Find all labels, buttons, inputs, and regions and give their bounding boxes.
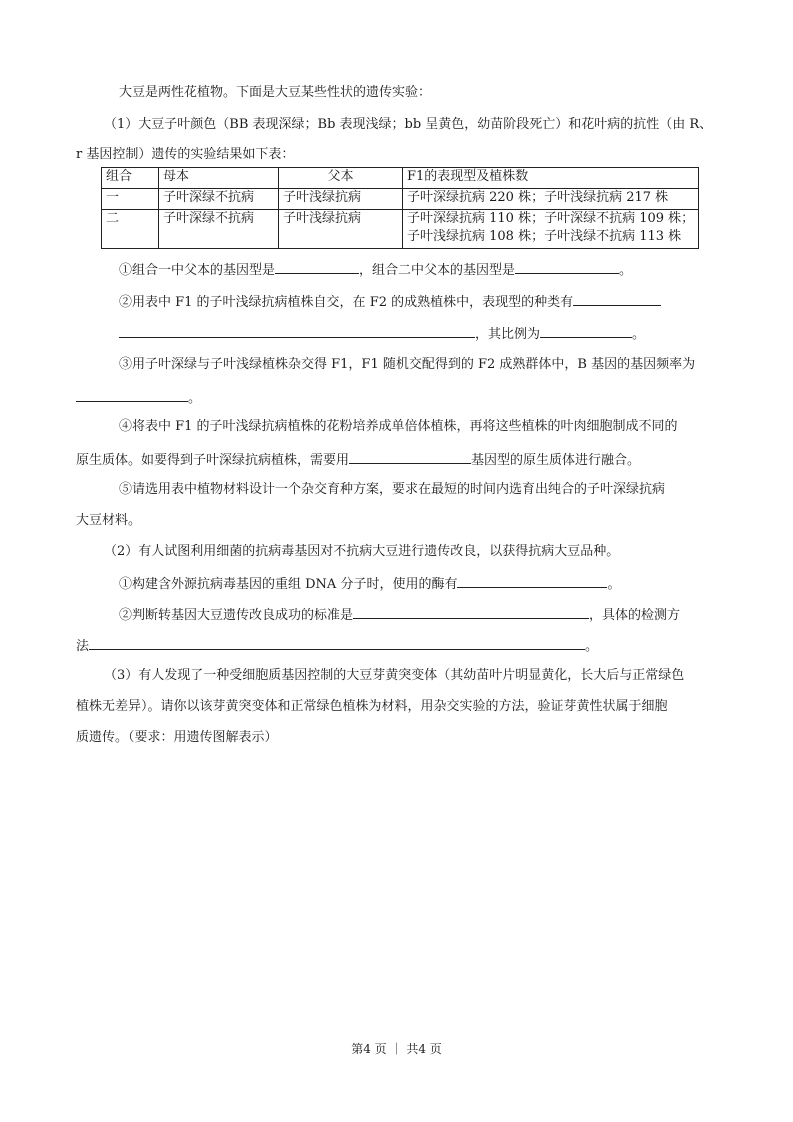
part1-line1: （1）大豆子叶颜色（BB 表现深绿；Bb 表现浅绿；bb 呈黄色，幼苗阶段死亡）和花叶病的抗性（由 R、 — [104, 117, 713, 132]
answer-blank[interactable] — [540, 324, 632, 338]
question1-5-line2: 大豆材料。 — [76, 513, 142, 528]
table-row2-mother: 子叶深绿不抗病 — [159, 210, 279, 249]
genetics-table — [101, 167, 699, 249]
table-row1-f1: 子叶深绿抗病 220 株；子叶浅绿抗病 217 株 — [403, 189, 699, 210]
intro-text: 大豆是两性花植物。下面是大豆某些性状的遗传实验： — [119, 85, 432, 100]
answer-blank[interactable] — [119, 324, 475, 338]
part3-line2: 植株无差异）。请你以该芽黄突变体和正常绿色植株为材料，用杂交实验的方法，验证芽黄性状属于细胞 — [76, 699, 668, 714]
table-row2-father: 子叶浅绿抗病 — [279, 210, 403, 249]
part3-line3: 质遗传。（要求：用遗传图解表示） — [76, 730, 278, 745]
answer-blank[interactable] — [275, 260, 359, 274]
question1-1: ①组合一中父本的基因型是 ，组合二中父本的基因型是 。 — [119, 260, 632, 280]
answer-blank[interactable] — [76, 388, 188, 402]
table-header-mother: 母本 — [159, 168, 279, 189]
table-row1-mother: 子叶深绿不抗病 — [159, 189, 279, 210]
answer-blank[interactable] — [515, 260, 619, 274]
page-footer: 第4 页 ｜ 共4 页 — [351, 1042, 442, 1056]
question1-2-line2: ，其比例为 。 — [119, 324, 645, 344]
table-header-father: 父本 — [279, 168, 403, 189]
question2-2-line2: 法 。 — [76, 636, 598, 656]
answer-blank[interactable] — [573, 292, 661, 306]
table-row2-f1 — [403, 210, 699, 249]
table-header-f1: F1的表现型及植株数 — [403, 168, 699, 189]
table-header-group: 组合 — [102, 168, 159, 189]
question2-1: ①构建含外源抗病毒基因的重组 DNA 分子时，使用的酶有 。 — [119, 574, 620, 594]
table-row1-father: 子叶浅绿抗病 — [279, 189, 403, 210]
part2-line1: （2）有人试图利用细菌的抗病毒基因对不抗病大豆进行遗传改良，以获得抗病大豆品种。 — [104, 544, 620, 559]
answer-blank[interactable] — [89, 636, 585, 650]
question1-2-line1: ②用表中 F1 的子叶浅绿抗病植株自交，在 F2 的成熟植株中，表现型的种类有 — [119, 292, 661, 312]
answer-blank[interactable] — [349, 450, 471, 464]
question1-5-line1: ⑤请选用表中植物材料设计一个杂交育种方案，要求在最短的时间内选育出纯合的子叶深绿抗病 — [119, 482, 666, 497]
answer-blank[interactable] — [457, 574, 607, 588]
table-row2-f1-line1: 子叶深绿抗病 110 株；子叶深绿不抗病 109 株； — [407, 211, 695, 226]
question2-2-line1: ②判断转基因大豆遗传改良成功的标准是 ，具体的检测方 — [119, 605, 680, 625]
question1-4-line1: ④将表中 F1 的子叶浅绿抗病植株的花粉培养成单倍体植株，再将这些植株的叶肉细胞制成不同的 — [119, 419, 678, 434]
table-row2-group: 二 — [102, 210, 159, 249]
part3-line1: （3）有人发现了一种受细胞质基因控制的大豆芽黄突变体（其幼苗叶片明显黄化，长大后与正常绿色 — [104, 668, 685, 683]
answer-blank[interactable] — [353, 605, 589, 619]
part1-line2: r 基因控制）遗传的实验结果如下表： — [76, 147, 295, 162]
table-row1-group: 一 — [102, 189, 159, 210]
question1-3-line2: 。 — [76, 388, 201, 408]
question1-4-line2: 原生质体。如要得到子叶深绿抗病植株，需要用 基因型的原生质体进行融合。 — [76, 450, 640, 470]
question1-3-line1: ③用子叶深绿与子叶浅绿植株杂交得 F1，F1 随机交配得到的 F2 成熟群体中，B 基因的基因频率为 — [119, 357, 696, 372]
table-row2-f1-line2: 子叶浅绿抗病 108 株；子叶浅绿不抗病 113 株 — [407, 229, 682, 244]
